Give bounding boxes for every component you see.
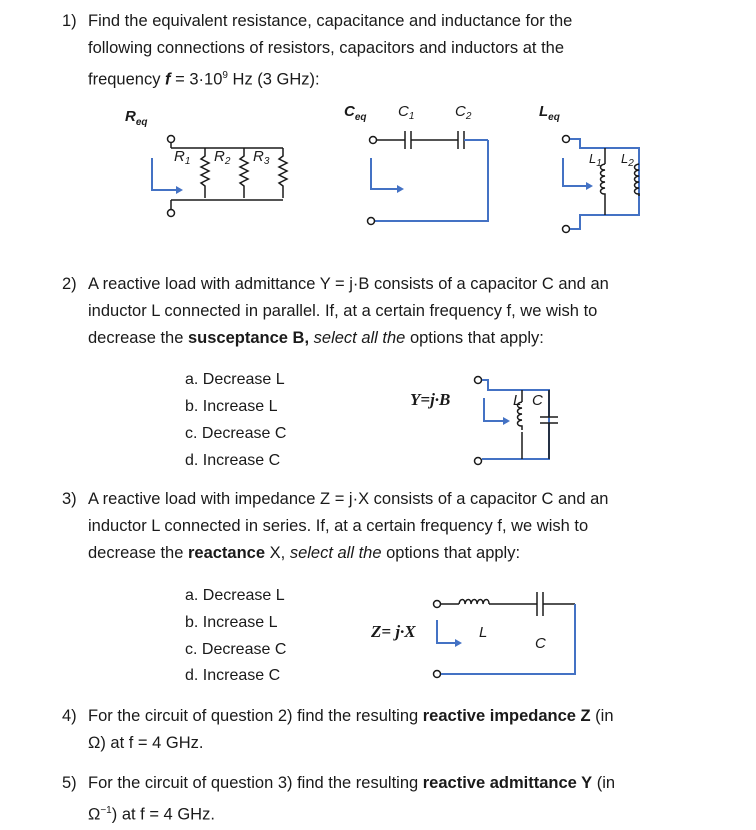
c-label: C — [535, 635, 546, 652]
measurement-arrow — [437, 620, 455, 643]
measurement-arrow — [371, 158, 397, 189]
question-5 — [62, 770, 688, 829]
text-span: Hz (3 GHz): — [227, 70, 320, 89]
question-3 — [62, 486, 688, 567]
emphasis: select all the — [289, 544, 382, 562]
question-number: 1) — [62, 12, 77, 30]
l1-label: $L_1$ — [589, 151, 602, 169]
terminal — [168, 136, 175, 143]
c-label: C — [532, 392, 543, 409]
question-4 — [62, 703, 688, 757]
q2-option-a[interactable]: a. Decrease L — [185, 371, 285, 388]
emphasis: select all the — [313, 329, 406, 347]
r2-label: $R_2$ — [214, 148, 231, 167]
text-span: X, — [265, 544, 290, 562]
terminal — [475, 377, 482, 384]
l2-label: $L_2$ — [621, 151, 634, 169]
text-span: Ω — [88, 805, 101, 824]
question-text-line: A reactive load with impedance Z = j·X consists of a capacitor C and an — [88, 490, 609, 508]
question-text-line — [88, 797, 688, 829]
text-span: decrease the — [88, 544, 188, 562]
text-span: For the circuit of question 2) find the resulting — [88, 707, 423, 725]
exponent: −1 — [100, 805, 112, 816]
question-text-line — [88, 540, 688, 567]
l-label: L — [513, 392, 522, 409]
parallel-lc-diagram — [410, 377, 558, 465]
terminal — [563, 226, 570, 233]
emphasis: susceptance B, — [187, 329, 310, 347]
resistor-r3 — [279, 148, 287, 198]
impedance-label: Z= j·X — [371, 622, 416, 641]
arrow-head — [397, 185, 404, 193]
leq-label: $L_{eq}$ — [539, 103, 560, 123]
terminal — [475, 458, 482, 465]
question-text-line: inductor L connected in series. If, at a certain frequency f, we wish to — [88, 517, 589, 535]
r3-label: $R_3$ — [253, 148, 270, 167]
terminal — [368, 218, 375, 225]
inductor-l — [459, 600, 489, 605]
r1-label: $R_1$ — [174, 148, 191, 167]
question-text-line: following connections of resistors, capacitors and inductors at the — [88, 39, 565, 57]
arrow-head — [455, 639, 462, 647]
terminal — [168, 210, 175, 217]
arrow-head — [176, 186, 183, 194]
question-number: 2) — [62, 275, 77, 293]
series-lc-diagram — [370, 592, 575, 678]
q2-option-c[interactable]: c. Decrease C — [185, 425, 287, 442]
terminal — [370, 137, 377, 144]
question-text-line — [88, 770, 688, 797]
exponent: 9 — [222, 70, 228, 81]
arrow-head — [586, 182, 593, 190]
question-text-line — [88, 703, 688, 730]
inductor-network-diagram — [539, 103, 639, 233]
resistor-r1 — [201, 148, 209, 198]
admittance-label: Y=j·B — [410, 390, 451, 409]
emphasis: reactance — [187, 544, 266, 562]
text-span: options that apply: — [405, 329, 544, 347]
resistor-r2 — [240, 148, 248, 198]
req-label: $R_{eq}$ — [125, 108, 148, 128]
q3-option-b[interactable]: b. Increase L — [185, 614, 278, 631]
emphasis: reactive impedance Z — [422, 707, 591, 725]
text-span: (in — [592, 774, 616, 792]
terminal — [563, 136, 570, 143]
frequency-symbol: f — [165, 70, 171, 89]
text-span: frequency — [88, 70, 166, 89]
question-text-line: inductor L connected in parallel. If, at a certain frequency f, we wish to — [88, 302, 598, 320]
measurement-arrow — [484, 398, 503, 421]
q2-option-b[interactable]: b. Increase L — [185, 398, 278, 415]
question-number: 3) — [62, 490, 77, 508]
question-number: 4) — [62, 707, 77, 725]
ceq-label: $C_{eq}$ — [344, 103, 367, 123]
question-text-line — [88, 325, 688, 352]
question-text-line: Ω) at f = 4 GHz. — [88, 734, 204, 752]
q3-option-d[interactable]: d. Increase C — [185, 667, 281, 684]
q3-option-a[interactable]: a. Decrease L — [185, 587, 285, 604]
text-span: For the circuit of question 3) find the resulting — [88, 774, 423, 792]
measurement-arrow — [563, 158, 586, 186]
question-text-line: Find the equivalent resistance, capacitance and inductance for the — [88, 12, 573, 30]
terminal — [434, 671, 441, 678]
return-wire — [441, 604, 575, 674]
return-wire — [375, 140, 488, 221]
terminal — [434, 601, 441, 608]
arrow-head — [503, 417, 510, 425]
capacitor-network-diagram — [344, 103, 488, 225]
text-span: = 3·10 — [170, 70, 223, 89]
question-2 — [62, 271, 688, 352]
text-span: ) at f = 4 GHz. — [111, 805, 215, 824]
question-number: 5) — [62, 774, 77, 792]
c1-label: $C_1$ — [398, 103, 415, 122]
question-text-line: A reactive load with admittance Y = j·B consists of a capacitor C and an — [88, 275, 609, 293]
q3-option-c[interactable]: c. Decrease C — [185, 641, 287, 658]
c2-label: $C_2$ — [455, 103, 472, 122]
text-span: (in — [590, 707, 614, 725]
text-span: options that apply: — [381, 544, 521, 562]
l-label: L — [479, 624, 488, 641]
resistor-network-diagram — [125, 108, 287, 217]
q2-option-d[interactable]: d. Increase C — [185, 452, 281, 469]
measurement-arrow — [152, 158, 176, 190]
text-span: decrease the — [88, 329, 188, 347]
emphasis: reactive admittance Y — [422, 774, 593, 792]
